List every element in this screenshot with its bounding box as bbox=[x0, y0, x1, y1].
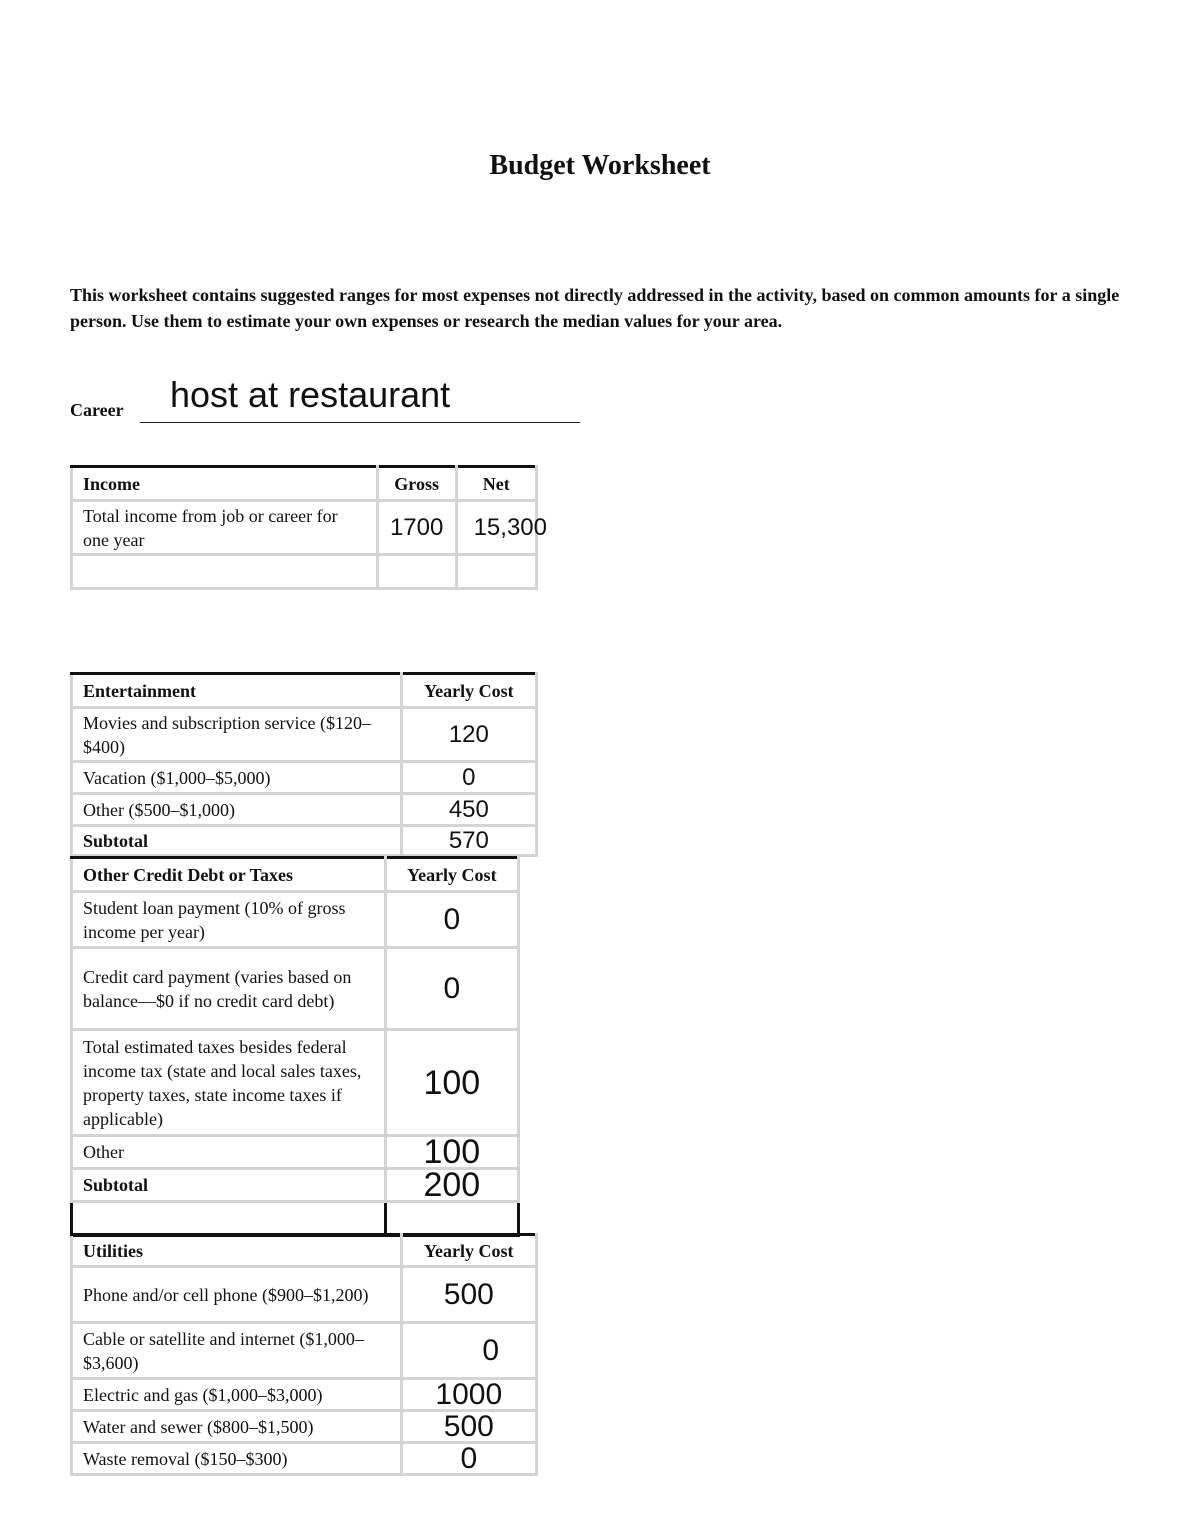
entertainment-cost-field[interactable]: 450 bbox=[401, 794, 536, 826]
credit-cost-field[interactable]: 100 bbox=[385, 1136, 518, 1169]
career-underline bbox=[140, 422, 580, 423]
credit-row-label: Credit card payment (varies based on balance—$0 if no credit card debt) bbox=[72, 948, 386, 1030]
subtotal-label: Subtotal bbox=[72, 826, 402, 856]
credit-row-label: Total estimated taxes besides federal income tax (state and local sales taxes, property taxes, state income taxes if applicable) bbox=[72, 1030, 386, 1136]
net-income-field[interactable] bbox=[456, 501, 547, 555]
career-field[interactable]: host at restaurant bbox=[170, 374, 451, 415]
career-label: Career bbox=[70, 400, 124, 420]
yearly-cost-header: Yearly Cost bbox=[401, 674, 536, 708]
utilities-table bbox=[70, 1233, 538, 1476]
subtotal-label: Subtotal bbox=[72, 1169, 386, 1202]
income-empty-cell[interactable] bbox=[456, 555, 536, 589]
net-income-value: 15,300 bbox=[473, 513, 547, 541]
income-header: Income bbox=[72, 467, 378, 501]
entertainment-cost-field[interactable]: 120 bbox=[401, 708, 536, 762]
yearly-cost-header: Yearly Cost bbox=[401, 1235, 536, 1267]
entertainment-row-label: Other ($500–$1,000) bbox=[72, 794, 402, 826]
entertainment-subtotal-field[interactable]: 570 bbox=[401, 826, 536, 856]
utilities-cost-field[interactable]: 500 bbox=[401, 1411, 536, 1443]
entertainment-table bbox=[70, 672, 538, 857]
utilities-header: Utilities bbox=[72, 1235, 402, 1267]
utilities-row-label: Waste removal ($150–$300) bbox=[72, 1443, 402, 1475]
intro-text: This worksheet contains suggested ranges for most expenses not directly addressed in the activity, based on common amounts for a single person. Use them to estimate your own expenses or research the median values for your area. bbox=[70, 285, 1120, 331]
utilities-cost-field[interactable]: 0 bbox=[401, 1443, 536, 1475]
entertainment-header: Entertainment bbox=[72, 674, 402, 708]
utilities-row-label: Electric and gas ($1,000–$3,000) bbox=[72, 1379, 402, 1411]
credit-row-label: Other bbox=[72, 1136, 386, 1169]
utilities-row-label: Cable or satellite and internet ($1,000–$3,600) bbox=[72, 1323, 402, 1379]
income-table bbox=[70, 465, 547, 590]
utilities-cost-field[interactable]: 1000 bbox=[401, 1379, 536, 1411]
utilities-row-label: Water and sewer ($800–$1,500) bbox=[72, 1411, 402, 1443]
gross-income-field[interactable]: 1700 bbox=[377, 501, 456, 555]
entertainment-row-label: Vacation ($1,000–$5,000) bbox=[72, 762, 402, 794]
credit-cost-field[interactable]: 0 bbox=[385, 892, 518, 948]
yearly-cost-header: Yearly Cost bbox=[385, 858, 518, 892]
gross-header: Gross bbox=[377, 467, 456, 501]
income-empty-cell[interactable] bbox=[377, 555, 456, 589]
utilities-cost-field[interactable]: 0 bbox=[401, 1323, 536, 1379]
income-row-label: Total income from job or career for one year bbox=[72, 501, 378, 555]
credit-cost-field[interactable]: 100 bbox=[385, 1030, 518, 1136]
net-header: Net bbox=[456, 467, 536, 501]
credit-debt-header: Other Credit Debt or Taxes bbox=[72, 858, 386, 892]
credit-row-label: Student loan payment (10% of gross income per year) bbox=[72, 892, 386, 948]
blank-cell[interactable] bbox=[385, 1202, 518, 1236]
entertainment-row-label: Movies and subscription service ($120–$400) bbox=[72, 708, 402, 762]
credit-debt-table bbox=[70, 856, 520, 1237]
credit-cost-field[interactable]: 0 bbox=[385, 948, 518, 1030]
income-empty-cell[interactable] bbox=[72, 555, 378, 589]
credit-subtotal-field[interactable]: 200 bbox=[385, 1169, 518, 1202]
page-title: Budget Worksheet bbox=[489, 150, 711, 181]
utilities-row-label: Phone and/or cell phone ($900–$1,200) bbox=[72, 1267, 402, 1323]
entertainment-cost-field[interactable]: 0 bbox=[401, 762, 536, 794]
utilities-cost-field[interactable]: 500 bbox=[401, 1267, 536, 1323]
blank-cell[interactable] bbox=[72, 1202, 386, 1236]
